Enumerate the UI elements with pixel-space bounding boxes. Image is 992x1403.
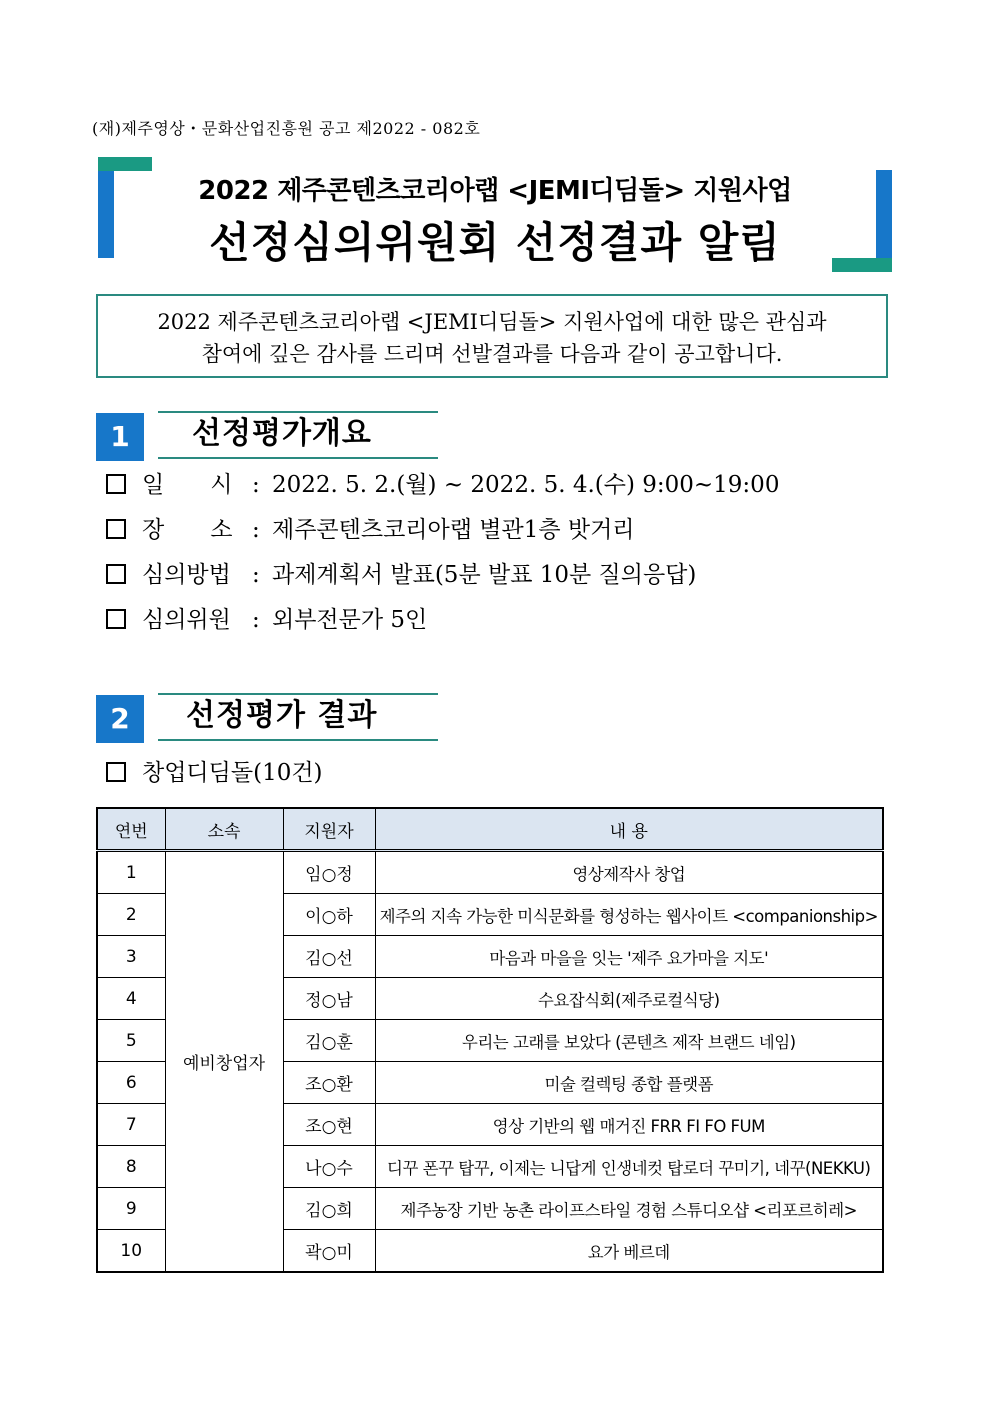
title-bracket-left — [98, 170, 114, 258]
overview-separator: : — [252, 517, 260, 543]
intro-line-2: 참여에 깊은 감사를 드리며 선발결과를 다음과 같이 공고합니다. — [201, 342, 783, 366]
overview-value: 과제계획서 발표(5분 발표 10분 질의응답) — [272, 562, 697, 588]
cell-affiliation: 예비창업자 — [165, 851, 283, 1273]
intro-box — [96, 294, 888, 378]
checkbox-icon — [106, 762, 126, 782]
table-row — [97, 851, 883, 894]
section-2-title: 선정평가 결과 — [158, 693, 438, 741]
cell-applicant: 이○하 — [283, 894, 375, 936]
cell-no: 6 — [97, 1062, 165, 1104]
section-1-title: 선정평가개요 — [158, 411, 438, 459]
cell-content: 영상 기반의 웹 매거진 FRR FI FO FUM — [375, 1104, 883, 1146]
cell-applicant: 임○정 — [283, 851, 375, 894]
cell-content: 마음과 마을을 잇는 '제주 요가마을 지도' — [375, 936, 883, 978]
overview-separator: : — [252, 562, 260, 588]
overview-label: 장 소 — [142, 517, 233, 543]
overview-label: 심의위원 — [142, 607, 231, 633]
cell-no: 2 — [97, 894, 165, 936]
notice-number: (재)제주영상・문화산업진흥원 공고 제2022 - 082호 — [92, 119, 481, 138]
cell-applicant: 정○남 — [283, 978, 375, 1020]
cell-content: 수요잡식회(제주로컬식당) — [375, 978, 883, 1020]
header-content: 내 용 — [375, 808, 883, 851]
checkbox-icon — [106, 609, 126, 629]
result-subitem — [106, 758, 323, 788]
overview-label: 심의방법 — [142, 562, 231, 588]
title-line-2: 선정심의위원회 선정결과 알림 — [209, 218, 781, 267]
overview-item-date — [106, 470, 779, 500]
intro-line-1: 2022 제주콘텐츠코리아랩 <JEMI디딤돌> 지원사업에 대한 많은 관심과 — [157, 310, 827, 334]
cell-applicant: 곽○미 — [283, 1230, 375, 1273]
checkbox-icon — [106, 519, 126, 539]
cell-applicant: 조○현 — [283, 1104, 375, 1146]
overview-value: 제주콘텐츠코리아랩 별관1층 밧거리 — [272, 517, 635, 543]
cell-no: 3 — [97, 936, 165, 978]
overview-label: 일 시 — [142, 472, 233, 498]
section-2-number: 2 — [96, 695, 144, 743]
header-no: 연번 — [97, 808, 165, 851]
cell-content: 제주의 지속 가능한 미식문화를 형성하는 웹사이트 <companionship> — [375, 894, 883, 936]
header-applicant: 지원자 — [283, 808, 375, 851]
overview-separator: : — [252, 472, 260, 498]
overview-separator: : — [252, 607, 260, 633]
overview-item-judges — [106, 605, 427, 635]
header-affiliation: 소속 — [165, 808, 283, 851]
title-line-1: 2022 제주콘텐츠코리아랩 <JEMI디딤돌> 지원사업 — [198, 176, 792, 206]
cell-content: 디꾸 폰꾸 탑꾸, 이제는 니답게 인생네컷 탑로더 꾸미기, 네꾸(NEKKU) — [375, 1146, 883, 1188]
title-bracket-right-bottom — [832, 258, 892, 272]
checkbox-icon — [106, 564, 126, 584]
title-bracket-right — [876, 170, 892, 258]
cell-no: 4 — [97, 978, 165, 1020]
cell-no: 8 — [97, 1146, 165, 1188]
cell-no: 5 — [97, 1020, 165, 1062]
result-subitem-label: 창업디딤돌(10건) — [142, 760, 323, 786]
cell-content: 제주농장 기반 농촌 라이프스타일 경험 스튜디오샵 <리포르히레> — [375, 1188, 883, 1230]
cell-applicant: 조○환 — [283, 1062, 375, 1104]
cell-no: 9 — [97, 1188, 165, 1230]
cell-no: 7 — [97, 1104, 165, 1146]
cell-applicant: 김○선 — [283, 936, 375, 978]
cell-applicant: 김○희 — [283, 1188, 375, 1230]
section-1-number: 1 — [96, 413, 144, 461]
cell-applicant: 김○훈 — [283, 1020, 375, 1062]
cell-no: 10 — [97, 1230, 165, 1273]
cell-content: 우리는 고래를 보았다 (콘텐츠 제작 브랜드 네임) — [375, 1020, 883, 1062]
checkbox-icon — [106, 474, 126, 494]
cell-content: 요가 베르데 — [375, 1230, 883, 1273]
overview-item-method — [106, 560, 696, 590]
result-table — [96, 807, 884, 1273]
table-header-row — [97, 808, 883, 851]
cell-content: 영상제작사 창업 — [375, 851, 883, 894]
overview-value: 외부전문가 5인 — [272, 607, 428, 633]
overview-item-place — [106, 515, 635, 545]
overview-value: 2022. 5. 2.(월) ~ 2022. 5. 4.(수) 9:00~19:00 — [272, 472, 780, 498]
cell-applicant: 나○수 — [283, 1146, 375, 1188]
cell-content: 미술 컬렉팅 종합 플랫폼 — [375, 1062, 883, 1104]
title-bracket-left-top — [98, 157, 152, 171]
cell-no: 1 — [97, 851, 165, 894]
